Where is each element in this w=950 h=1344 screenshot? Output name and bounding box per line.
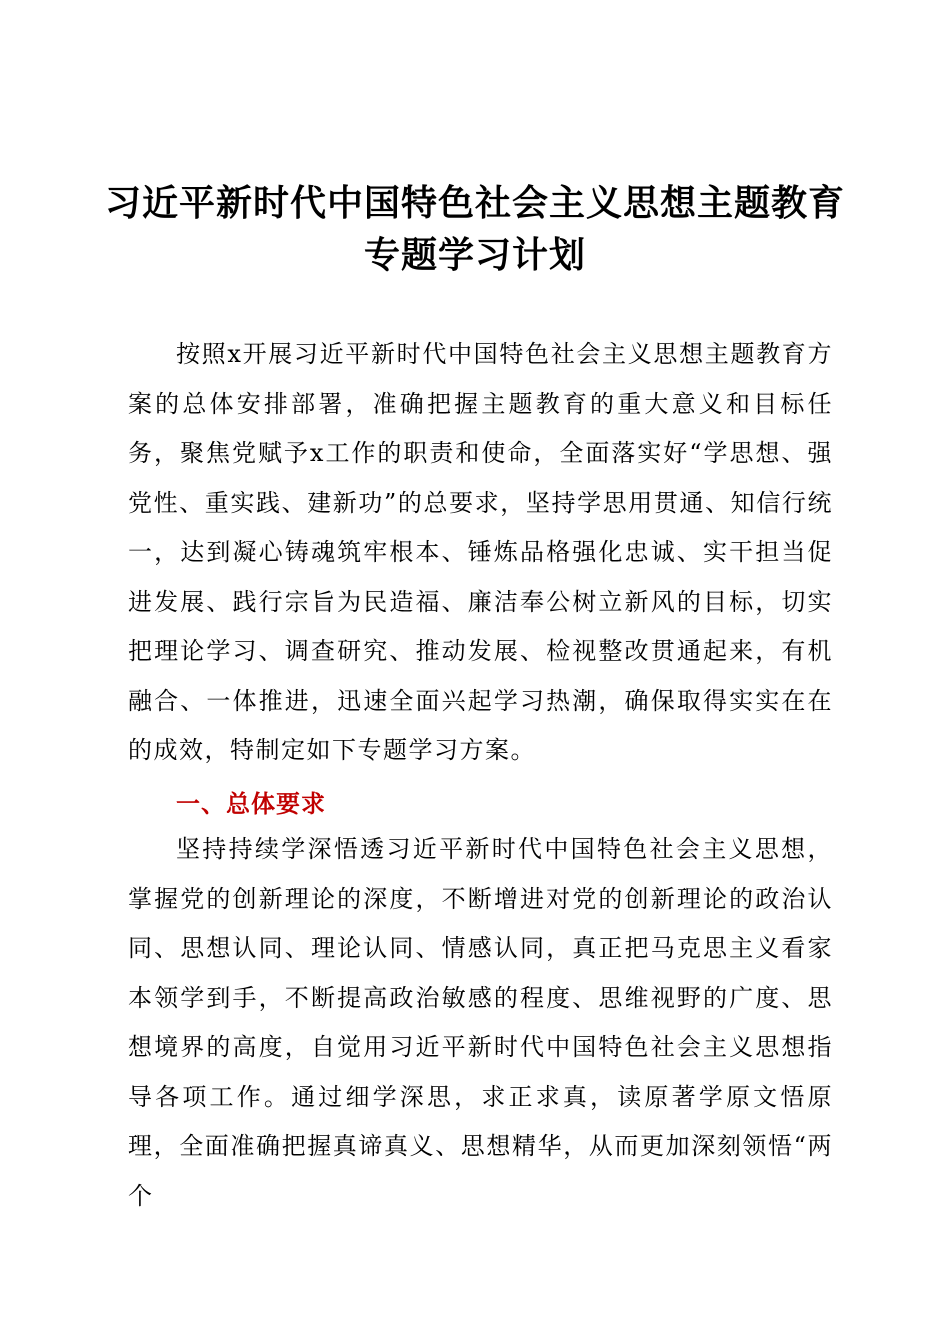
requirements-paragraph: 坚持持续学深悟透习近平新时代中国特色社会主义思想，掌握党的创新理论的深度，不断增进对党的创新理论的政治认同、思想认同、理论认同、情感认同，真正把马克思主义看家本领学到手，不断提高政治敏感的程度、思维视野的广度、思想境界的高度，自觉用习近平新时代中国特色社会主义思想指导各项工作。通过细学深思，求正求真，读原著学原文悟原理，全面准确把握真谛真义、思想精华，从而更加深刻领悟“两个 (128, 835, 833, 1210)
intro-paragraph: 按照x开展习近平新时代中国特色社会主义思想主题教育方案的总体安排部署，准确把握主题教育的重大意义和目标任务，聚焦党赋予x工作的职责和使命，全面落实好“学思想、强党性、重实践、建新功”的总要求，坚持学思用贯通、知信行统一，达到凝心铸魂筑牢根本、锤炼品格强化忠诚、实干担当促进发展、践行宗旨为民造福、廉洁奉公树立新风的目标，切实把理论学习、调查研究、推动发展、检视整改贯通起来，有机融合、一体推进，迅速全面兴起学习热潮，确保取得实实在在的成效，特制定如下专题学习方案。 (128, 340, 833, 764)
section-heading-overall-requirements: 一、总体要求 (176, 790, 326, 818)
document-title-line2: 专题学习计划 (363, 234, 586, 276)
document-title-line1: 习近平新时代中国特色社会主义思想主题教育 (104, 182, 845, 224)
